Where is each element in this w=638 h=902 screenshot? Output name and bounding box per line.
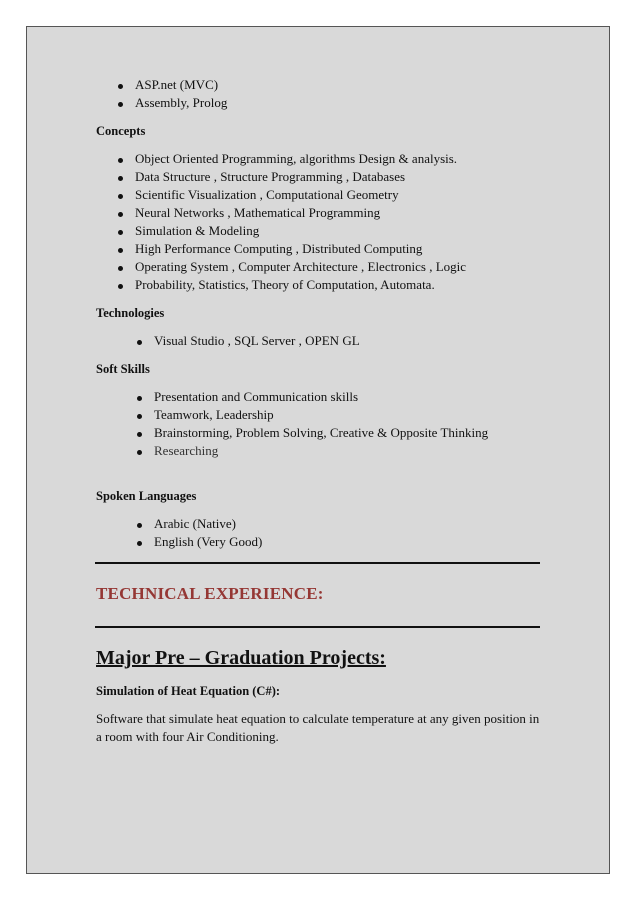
bullet [137,541,142,546]
list-item: Simulation & Modeling [135,223,260,238]
list-item: Object Oriented Programming, algorithms Design & analysis. [135,151,458,166]
list-item: Scientific Visualization , Computational Geometry [135,187,399,202]
list-item: Operating System , Computer Architecture , Electronics , Logic [135,259,467,274]
section-heading-technologies: Technologies [96,306,165,320]
list-item: Visual Studio , SQL Server , OPEN GL [154,333,360,348]
bullet [118,212,123,217]
divider [95,562,540,564]
list-item: Arabic (Native) [154,516,236,531]
project-title: Simulation of Heat Equation (C#): [96,684,281,698]
bullet [137,414,142,419]
list-item: Data Structure , Structure Programming , Databases [135,169,406,184]
list-item: Presentation and Communication skills [154,389,359,404]
bullet [118,102,123,107]
project-description: Software that simulate heat equation to calculate temperature at any given position in a room with four Air Conditioning. [96,711,540,744]
list-item: Researching [154,443,219,458]
divider [95,626,540,628]
list-item: Probability, Statistics, Theory of Computation, Automata. [135,277,435,292]
list-item: Teamwork, Leadership [154,407,274,422]
bullet [137,340,142,345]
projects-title: Major Pre – Graduation Projects: [96,647,386,669]
bullet [118,266,123,271]
bullet [137,396,142,401]
list-item: Neural Networks , Mathematical Programming [135,205,381,220]
section-heading-soft-skills: Soft Skills [96,362,150,376]
list-item: English (Very Good) [154,534,263,549]
section-title-technical-experience: TECHNICAL EXPERIENCE: [96,584,324,603]
section-heading-spoken-languages: Spoken Languages [96,489,197,503]
bullet [118,230,123,235]
bullet [118,158,123,163]
list-item: High Performance Computing , Distributed Computing [135,241,423,256]
bullet [118,84,123,89]
list-item: ASP.net (MVC) [135,77,219,92]
section-heading-concepts: Concepts [96,124,146,138]
list-item: Assembly, Prolog [135,95,228,110]
bullet [137,432,142,437]
bullet [118,248,123,253]
bullet [137,523,142,528]
bullet [137,450,142,455]
bullet [118,194,123,199]
bullet [118,176,123,181]
bullet [118,284,123,289]
list-item: Brainstorming, Problem Solving, Creative & Opposite Thinking [154,425,489,440]
